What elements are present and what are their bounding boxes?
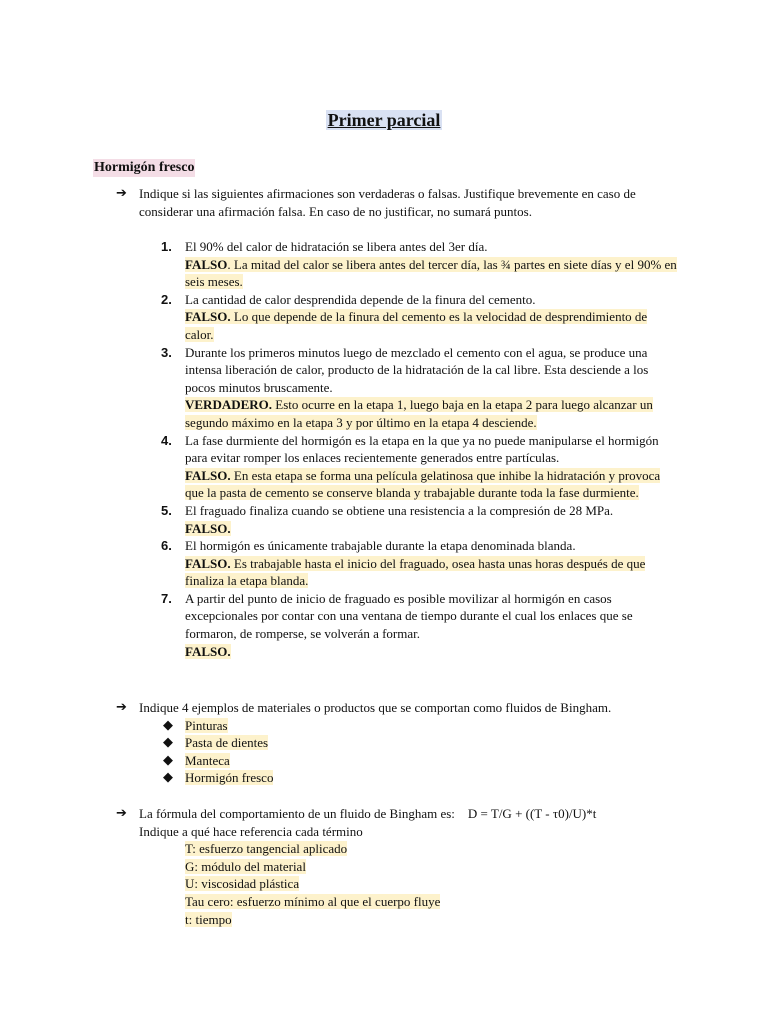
answer bbox=[185, 520, 677, 538]
list-item bbox=[161, 344, 677, 432]
explanation: Es trabajable hasta el inicio del fraguado, osea hasta unas horas después de que finaliza la etapa blanda. bbox=[185, 555, 646, 589]
intro-block bbox=[0, 185, 768, 220]
example-text: Pinturas bbox=[185, 717, 228, 733]
diamond-bullet-icon: ◆ bbox=[163, 717, 173, 733]
bingham-question: Indique 4 ejemplos de materiales o productos que se comportan como fluidos de Bingham. bbox=[139, 700, 612, 715]
item-number: 3. bbox=[161, 344, 172, 360]
example-text: Pasta de dientes bbox=[185, 735, 269, 751]
item-number: 5. bbox=[161, 502, 172, 518]
question-statement: El hormigón es únicamente trabajable durante la etapa denominada blanda. bbox=[185, 538, 576, 554]
list-item bbox=[161, 590, 677, 660]
verdict: FALSO. bbox=[185, 520, 231, 536]
list-item bbox=[161, 502, 677, 537]
example-text: Manteca bbox=[185, 752, 230, 768]
diamond-bullet-icon: ◆ bbox=[163, 735, 173, 751]
question-statement: La fase durmiente del hormigón es la etapa en la que ya no puede manipularse el hormigón para evitar romper los enlaces recientemente generados entre partículas. bbox=[185, 432, 659, 466]
list-item bbox=[185, 893, 768, 911]
list-item bbox=[185, 840, 768, 858]
verdict: FALSO. bbox=[185, 555, 231, 571]
formula-block bbox=[0, 805, 768, 928]
verdict: FALSO. bbox=[185, 467, 231, 483]
section-heading: Hormigón fresco bbox=[94, 160, 195, 175]
question-statement: A partir del punto de inicio de fraguado es posible movilizar al hormigón en casos excepcionales por contar con una ventana de tiempo durante el cual los enlaces que se formaron, de romperse, se volverán a formar. bbox=[185, 590, 633, 642]
verdict: VERDADERO. bbox=[185, 397, 273, 413]
explanation: Lo que depende de la finura del cemento es la velocidad de desprendimiento de calor. bbox=[185, 309, 648, 342]
answer bbox=[185, 256, 677, 291]
intro-text: Indique si las siguientes afirmaciones son verdaderas o falsas. Justifique brevemente en caso de considerar una afirmación falsa. En caso de no justificar, no sumará puntos. bbox=[139, 186, 636, 219]
example-list bbox=[163, 717, 768, 787]
term-definition: t: tiempo bbox=[185, 911, 232, 927]
list-item bbox=[163, 734, 768, 752]
term-definition: G: módulo del material bbox=[185, 858, 306, 874]
verdict: FALSO. bbox=[185, 643, 231, 659]
list-item bbox=[161, 291, 677, 344]
arrow-icon: ➔ bbox=[116, 186, 127, 201]
example-text: Hormigón fresco bbox=[185, 770, 274, 786]
list-item bbox=[185, 875, 768, 893]
question-statement: El 90% del calor de hidratación se libera antes del 3er día. bbox=[185, 239, 488, 254]
diamond-bullet-icon: ◆ bbox=[163, 770, 173, 786]
list-item bbox=[161, 238, 677, 291]
list-item bbox=[161, 432, 677, 502]
item-number: 6. bbox=[161, 538, 172, 554]
title-container bbox=[0, 112, 768, 131]
answer bbox=[185, 555, 677, 590]
list-item bbox=[163, 769, 768, 787]
item-number: 7. bbox=[161, 590, 172, 606]
question-statement: El fraguado finaliza cuando se obtiene una resistencia a la compresión de 28 MPa. bbox=[185, 502, 614, 518]
bingham-block bbox=[0, 699, 768, 787]
item-number: 2. bbox=[161, 291, 172, 307]
list-item bbox=[185, 858, 768, 876]
verdict: FALSO. bbox=[185, 309, 231, 325]
answer bbox=[185, 308, 677, 343]
term-definition: Tau cero: esfuerzo mínimo al que el cuerpo fluye bbox=[185, 893, 441, 909]
item-number: 4. bbox=[161, 432, 172, 448]
page-title: Primer parcial bbox=[327, 110, 441, 130]
arrow-icon: ➔ bbox=[116, 700, 127, 715]
term-definition: U: viscosidad plástica bbox=[185, 876, 300, 892]
arrow-icon: ➔ bbox=[116, 806, 127, 821]
list-item bbox=[161, 537, 677, 590]
list-item bbox=[163, 717, 768, 735]
question-list bbox=[0, 238, 768, 660]
term-definition: T: esfuerzo tangencial aplicado bbox=[185, 841, 348, 857]
verdict: FALSO bbox=[185, 256, 228, 272]
item-number: 1. bbox=[161, 239, 172, 254]
formula-instruction: Indique a qué hace referencia cada término bbox=[139, 823, 363, 839]
formula-statement: La fórmula del comportamiento de un fluido de Bingham es: D = T/G + ((T - τ0)/U)*t bbox=[139, 806, 597, 821]
term-list bbox=[185, 840, 768, 928]
question-statement: Durante los primeros minutos luego de mezclado el cemento con el agua, se produce una intensa liberación de calor, producto de la hidratación de la cal libre. Esta desciende a los pocos minutos bruscamente. bbox=[185, 344, 649, 395]
explanation: . La mitad del calor se libera antes del tercer día, las ¾ partes en siete días y el 90% en seis meses. bbox=[185, 256, 677, 290]
answer bbox=[185, 396, 677, 431]
answer bbox=[185, 643, 677, 661]
diamond-bullet-icon: ◆ bbox=[163, 752, 173, 768]
list-item bbox=[163, 752, 768, 770]
answer bbox=[185, 467, 677, 502]
list-item bbox=[185, 911, 768, 929]
question-statement: La cantidad de calor desprendida depende de la finura del cemento. bbox=[185, 291, 536, 307]
explanation: Esto ocurre en la etapa 1, luego baja en la etapa 2 para luego alcanzar un segundo máximo en la etapa 3 y por último en la etapa 4 desciende. bbox=[185, 397, 653, 430]
explanation: En esta etapa se forma una película gelatinosa que inhibe la hidratación y provoca que la pasta de cemento se conserve blanda y trabajable durante toda la fase durmiente. bbox=[185, 467, 661, 501]
